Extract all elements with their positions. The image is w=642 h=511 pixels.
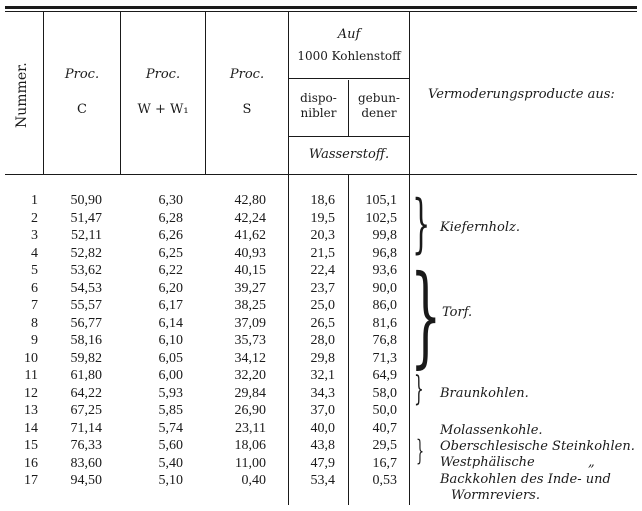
brace-kiefernholz: }	[412, 187, 431, 261]
cell-nummer: 12	[24, 385, 38, 401]
cell-gebundener: 71,3	[372, 350, 397, 366]
brace-braunkohlen: }	[414, 369, 424, 409]
cell-proc-s: 38,25	[234, 298, 266, 313]
col-rule-1	[43, 12, 44, 174]
table-row	[0, 352, 410, 368]
wasserstoff-overline	[289, 136, 409, 137]
brace-steinkohlen: }	[416, 434, 425, 467]
cell-nummer: 15	[24, 438, 38, 453]
top-rule-thin	[5, 11, 637, 12]
table-row	[0, 404, 410, 420]
cell-proc-s: 29,84	[234, 385, 266, 401]
cell-nummer: 10	[24, 350, 38, 366]
cell-gebundener: 93,6	[372, 263, 397, 278]
material-braunkohlen: Braunkohlen.	[440, 386, 529, 401]
table-row	[0, 299, 410, 315]
cell-proc-s: 26,90	[234, 403, 266, 418]
table-row	[0, 282, 410, 298]
cell-gebundener: 86,0	[372, 298, 397, 313]
cell-nummer: 8	[31, 315, 38, 331]
cell-proc-w: 6,25	[158, 245, 183, 261]
cell-proc-w: 6,05	[158, 350, 183, 366]
cell-proc-c: 94,50	[70, 473, 102, 488]
cell-proc-w: 6,20	[158, 280, 183, 296]
cell-proc-w: 5,40	[158, 455, 183, 471]
table-row	[0, 229, 410, 245]
cell-proc-s: 40,15	[234, 263, 266, 278]
header-gebundener-1: gebun-	[358, 91, 400, 105]
cell-proc-w: 5,74	[158, 420, 183, 436]
cell-gebundener: 105,1	[365, 193, 397, 208]
cell-proc-c: 67,25	[70, 403, 102, 418]
cell-nummer: 3	[31, 228, 38, 243]
cell-proc-s: 11,00	[235, 455, 266, 471]
top-rule-thick	[5, 6, 637, 9]
header-bottom-rule	[5, 174, 637, 175]
material-molassenkohle: Molassenkohle.	[440, 423, 543, 438]
cell-disponibler: 40,0	[310, 420, 335, 436]
header-wasserstoff: Wasserstoff.	[308, 147, 390, 162]
table-row	[0, 317, 410, 333]
cell-proc-w: 6,17	[158, 298, 183, 313]
cell-gebundener: 58,0	[372, 385, 397, 401]
cell-gebundener: 90,0	[372, 280, 397, 296]
table-row	[0, 439, 410, 455]
header-proc-s-bottom: S	[242, 102, 252, 117]
cell-gebundener: 64,9	[372, 368, 397, 383]
header-1000-kohlenstoff: 1000 Kohlenstoff	[297, 49, 401, 63]
cell-proc-s: 34,12	[234, 350, 266, 366]
cell-disponibler: 32,1	[310, 368, 335, 383]
header-disponibler-1: dispo-	[300, 91, 337, 105]
cell-proc-w: 6,22	[158, 263, 183, 278]
cell-gebundener: 99,8	[372, 228, 397, 243]
cell-disponibler: 18,6	[310, 193, 335, 208]
header-vermoderungsproducte: Vermoderungsproducte aus:	[428, 87, 615, 102]
header-proc-c-top: Proc.	[64, 67, 100, 82]
material-kiefernholz: Kiefernholz.	[440, 220, 520, 235]
cell-gebundener: 40,7	[372, 420, 397, 436]
cell-gebundener: 76,8	[372, 333, 397, 348]
cell-nummer: 1	[31, 193, 38, 208]
cell-disponibler: 22,4	[310, 263, 335, 278]
table-row	[0, 387, 410, 403]
cell-gebundener: 81,6	[372, 315, 397, 331]
header-proc-w-bottom: W + W₁	[137, 102, 189, 117]
cell-proc-w: 5,10	[158, 473, 183, 488]
table-row	[0, 247, 410, 263]
cell-nummer: 16	[24, 455, 38, 471]
cell-disponibler: 20,3	[310, 228, 335, 243]
cell-nummer: 17	[24, 473, 38, 488]
cell-disponibler: 19,5	[310, 210, 335, 226]
material-torf: Torf.	[442, 305, 473, 320]
table-row	[0, 194, 410, 210]
cell-proc-w: 5,60	[158, 438, 183, 453]
cell-proc-c: 71,14	[70, 420, 102, 436]
cell-nummer: 7	[31, 298, 38, 313]
col-rule-2	[120, 12, 121, 174]
cell-proc-c: 53,62	[70, 263, 102, 278]
col-rule-5	[409, 12, 410, 174]
cell-proc-s: 42,24	[234, 210, 266, 226]
cell-gebundener: 96,8	[372, 245, 397, 261]
cell-proc-c: 64,22	[70, 385, 102, 401]
cell-nummer: 9	[31, 333, 38, 348]
cell-nummer: 6	[31, 280, 38, 296]
cell-nummer: 2	[31, 210, 38, 226]
cell-disponibler: 25,0	[310, 298, 335, 313]
cell-nummer: 14	[24, 420, 38, 436]
cell-proc-w: 6,14	[158, 315, 183, 331]
auf-underline	[289, 78, 409, 79]
table-row	[0, 264, 410, 280]
cell-gebundener: 0,53	[372, 473, 397, 488]
cell-proc-s: 32,20	[234, 368, 266, 383]
header-gebundener-2: dener	[361, 106, 397, 120]
cell-proc-s: 42,80	[234, 193, 266, 208]
cell-proc-c: 58,16	[70, 333, 102, 348]
cell-disponibler: 28,0	[310, 333, 335, 348]
cell-proc-w: 6,30	[158, 193, 183, 208]
cell-proc-s: 0,40	[241, 473, 266, 488]
header-auf: Auf	[337, 27, 361, 42]
material-westphaelische: Westphälische	[440, 455, 535, 470]
cell-disponibler: 37,0	[310, 403, 335, 418]
table-row	[0, 369, 410, 385]
cell-proc-s: 37,09	[234, 315, 266, 331]
cell-proc-w: 5,85	[158, 403, 183, 418]
header-disponibler-2: nibler	[300, 106, 337, 120]
material-backkohlen-1: Backkohlen des Inde- und	[440, 472, 611, 487]
cell-proc-s: 39,27	[234, 280, 266, 296]
header-proc-s-top: Proc.	[229, 67, 265, 82]
cell-disponibler: 34,3	[310, 385, 335, 401]
cell-proc-w: 6,10	[158, 333, 183, 348]
cell-nummer: 11	[24, 368, 38, 383]
cell-proc-w: 6,26	[158, 228, 183, 243]
cell-proc-c: 52,82	[70, 245, 102, 261]
cell-proc-s: 41,62	[234, 228, 266, 243]
col-rule-3	[205, 12, 206, 174]
cell-proc-s: 18,06	[234, 438, 266, 453]
brace-torf: }	[410, 251, 442, 379]
cell-nummer: 5	[31, 263, 38, 278]
header-proc-w-top: Proc.	[145, 67, 181, 82]
cell-disponibler: 47,9	[310, 455, 335, 471]
cell-proc-c: 55,57	[70, 298, 102, 313]
table-row	[0, 474, 410, 490]
header-proc-c-bottom: C	[77, 102, 87, 117]
cell-gebundener: 29,5	[372, 438, 397, 453]
cell-disponibler: 43,8	[310, 438, 335, 453]
material-backkohlen-2: Wormreviers.	[451, 488, 540, 503]
cell-proc-s: 35,73	[234, 333, 266, 348]
cell-disponibler: 26,5	[310, 315, 335, 331]
cell-proc-c: 50,90	[70, 193, 102, 208]
cell-proc-s: 23,11	[235, 420, 266, 436]
cell-proc-w: 6,00	[158, 368, 183, 383]
cell-proc-c: 52,11	[71, 228, 102, 243]
cell-proc-w: 6,28	[158, 210, 183, 226]
cell-gebundener: 102,5	[365, 210, 397, 226]
cell-proc-c: 51,47	[70, 210, 102, 226]
table-row	[0, 334, 410, 350]
cell-proc-s: 40,93	[234, 245, 266, 261]
cell-proc-c: 76,33	[70, 438, 102, 453]
cell-disponibler: 29,8	[310, 350, 335, 366]
header-nummer: Nummer.	[14, 62, 30, 128]
material-ditto: „	[588, 455, 595, 470]
cell-nummer: 4	[31, 245, 38, 261]
cell-proc-c: 59,82	[70, 350, 102, 366]
material-oberschlesische: Oberschlesische Steinkohlen.	[440, 439, 635, 454]
cell-proc-c: 54,53	[70, 280, 102, 296]
cell-proc-c: 83,60	[70, 455, 102, 471]
cell-disponibler: 21,5	[310, 245, 335, 261]
cell-proc-w: 5,93	[158, 385, 183, 401]
cell-nummer: 13	[24, 403, 38, 418]
cell-gebundener: 50,0	[372, 403, 397, 418]
cell-disponibler: 53,4	[310, 473, 335, 488]
table-row	[0, 422, 410, 438]
cell-proc-c: 56,77	[70, 315, 102, 331]
cell-proc-c: 61,80	[70, 368, 102, 383]
cell-gebundener: 16,7	[372, 455, 397, 471]
cell-disponibler: 23,7	[310, 280, 335, 296]
table-row	[0, 212, 410, 228]
table-row	[0, 457, 410, 473]
